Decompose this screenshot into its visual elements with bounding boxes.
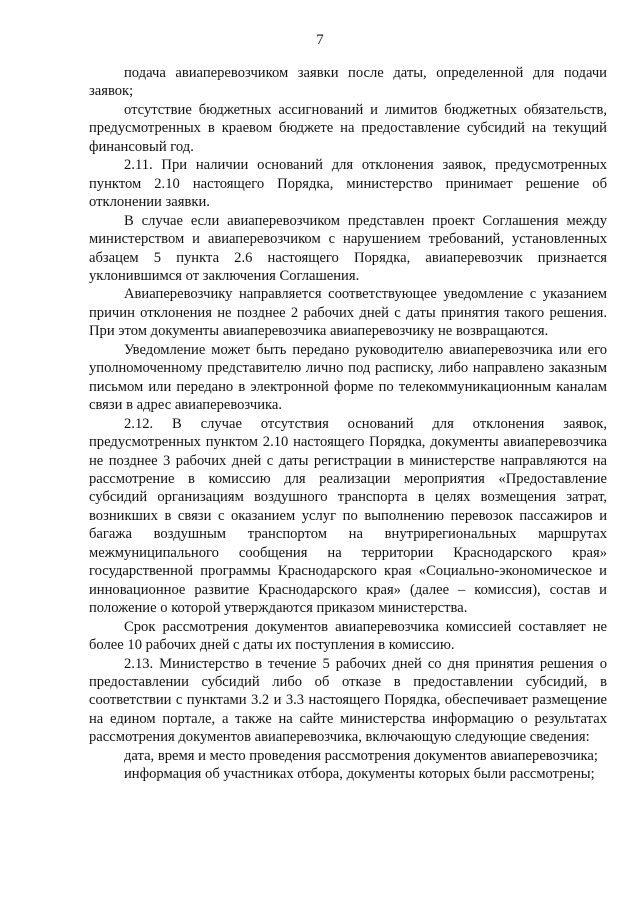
paragraph-rejection-notice: Авиаперевозчику направляется соответствующее уведомление с указанием причин отклонения не позднее 2 рабочих дней с даты принятия такого решения. При этом документы авиаперевозчика авиаперевозчику не возвращаются. <box>89 286 607 340</box>
paragraph-agreement-violation: В случае если авиаперевозчиком представлен проект Соглашения между министерством и авиаперевозчиком с нарушением требований, установленных абзацем 5 пункта 2.6 настоящего Порядка, авиаперевозчик признается уклонившимся от заключения Соглашения. <box>89 212 607 284</box>
paragraph-late-application: подача авиаперевозчиком заявки после даты, определенной для подачи заявок; <box>89 65 607 100</box>
paragraph-2-13: 2.13. Министерство в течение 5 рабочих дней со дня принятия решения о предоставлении субсидий либо об отказе в предоставлении субсидий, в соответствии с пунктами 3.2 и 3.3 настоящего Порядка, обеспечивает размещение на едином портале, а также на сайте министерства информацию о результатах рассмотрения документов авиаперевозчика, включающую следующие сведения: <box>89 655 607 746</box>
paragraph-review-date-place: дата, время и место проведения рассмотрения документов авиаперевозчика; <box>124 747 598 764</box>
paragraph-no-budget: отсутствие бюджетных ассигнований и лимитов бюджетных обязательств, предусмотренных в краевом бюджете на предоставление субсидий на текущий финансовый год. <box>89 101 607 155</box>
paragraph-notice-delivery: Уведомление может быть передано руководителю авиаперевозчика или его уполномоченному представителю лично под расписку, либо направлено заказным письмом или передано в электронной форме по телекоммуникационным каналам связи в адрес авиаперевозчика. <box>89 341 607 414</box>
paragraph-2-12: 2.12. В случае отсутствия оснований для отклонения заявок, предусмотренных пунктом 2.10 настоящего Порядка, документы авиаперевозчика не позднее 3 рабочих дней с даты регистрации в министерстве направляются на рассмотрение в комиссию для реализации мероприятия «Предоставление субсидий организациям воздушного транспорта в целях возмещения затрат, возникших в связи с оказанием услуг по выполнению перевозок пассажиров и багажа воздушным транспортом на внутрирегиональных маршрутах межмуниципального сообщения на территории Краснодарского края» государственной программы Краснодарского края «Социально-экономическое и инновационное развитие Краснодарского края» (далее – комиссия), состав и положение о которой утверждаются приказом министерства. <box>89 415 607 617</box>
paragraph-participants-info: информация об участниках отбора, документы которых были рассмотрены; <box>124 766 595 783</box>
paragraph-review-period: Срок рассмотрения документов авиаперевозчика комиссией составляет не более 10 рабочих дней с даты их поступления в комиссию. <box>89 618 607 654</box>
page-number: 7 <box>316 32 324 48</box>
paragraph-2-11: 2.11. При наличии оснований для отклонения заявок, предусмотренных пунктом 2.10 настоящего Порядка, министерство принимает решение об отклонении заявки. <box>89 157 607 211</box>
document-body <box>89 64 607 784</box>
